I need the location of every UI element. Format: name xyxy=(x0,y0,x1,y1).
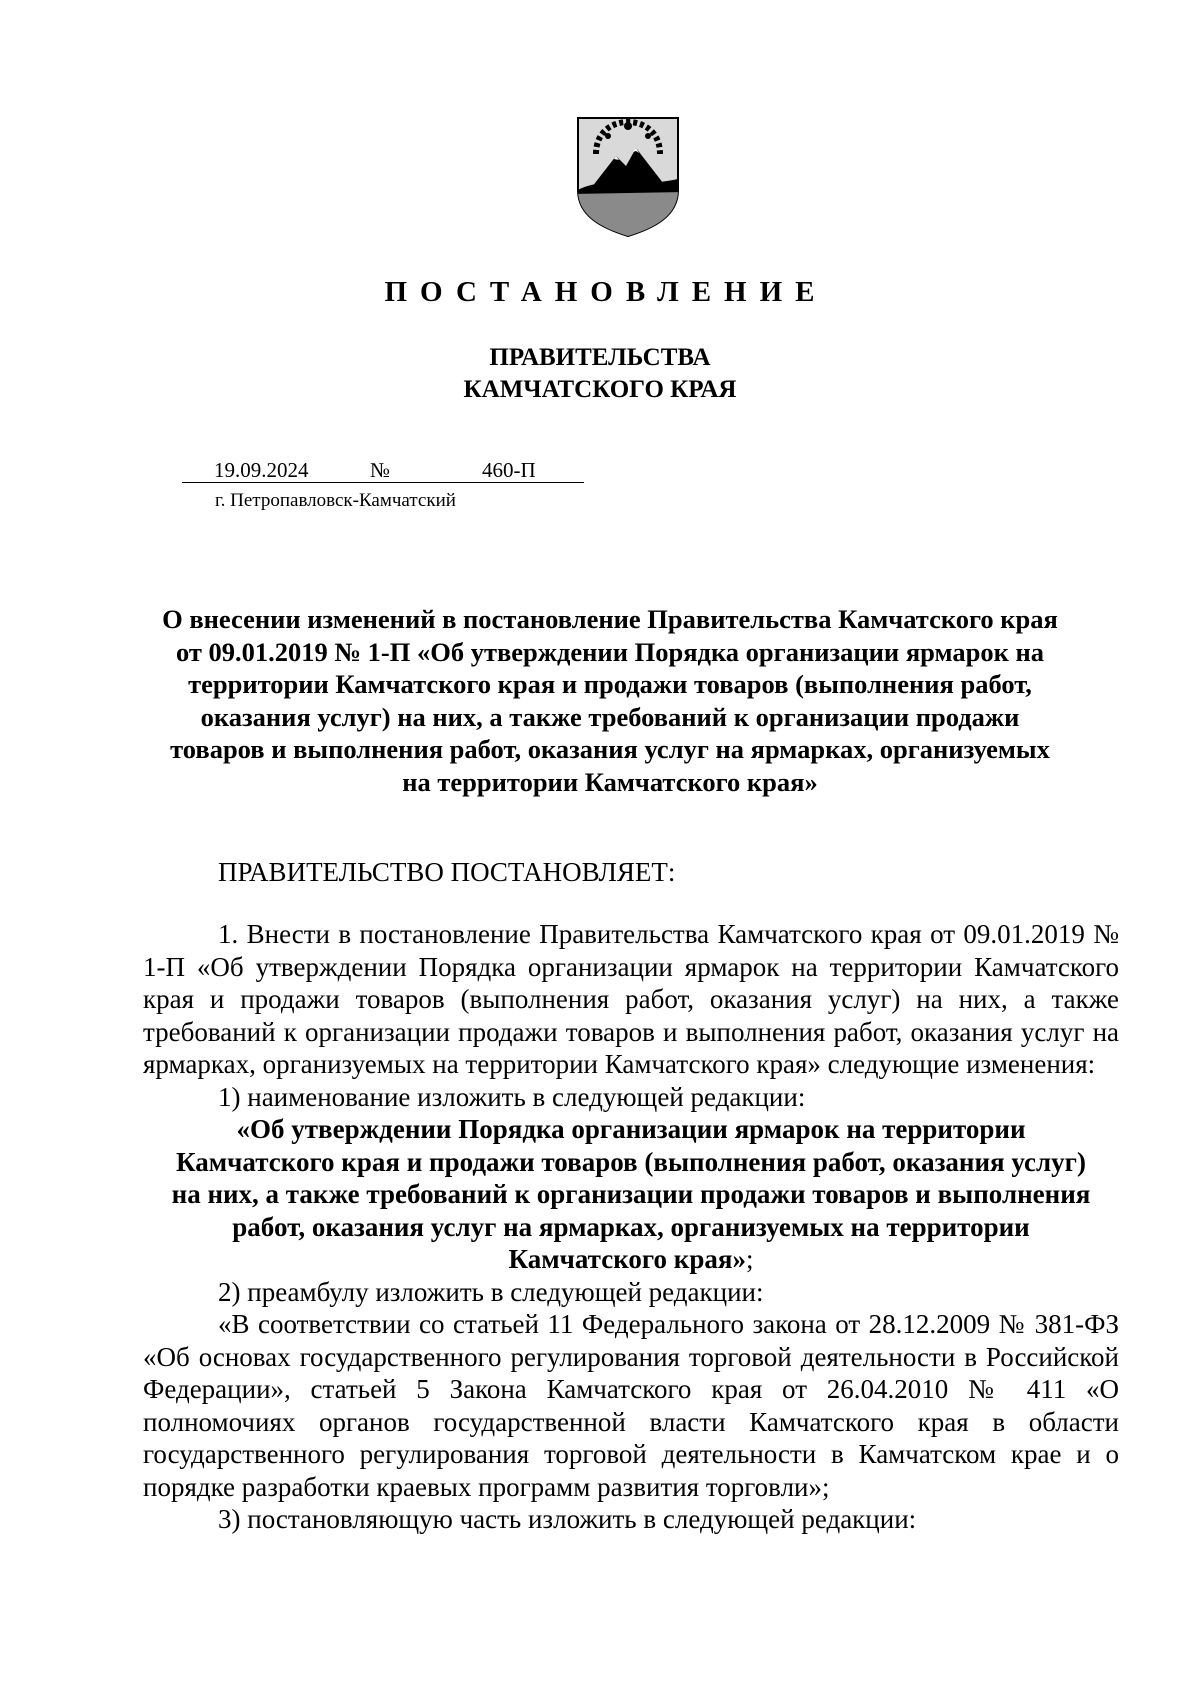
number-sign: № xyxy=(370,458,391,482)
quote-line: на них, а также требований к организации продажи товаров и выполнения xyxy=(171,1179,1091,1209)
issuing-authority xyxy=(0,342,1200,406)
quote-line: Камчатского края и продажи товаров (выполнения работ, оказания услуг) xyxy=(176,1146,1086,1177)
paragraph-item-1: 1) наименование изложить в следующей редакции: xyxy=(218,1081,806,1112)
preamble-quote: «В соответствии со статьей 11 Федерального закона от 28.12.2009 № 381-ФЗ «Об основах государственного регулирования торговой деятельности в Российской Федерации», статьей 5 Закона Камчатского края от 26.04.2010 № 411 «О полномочиях органов государственной власти Камчатского края в области государственного регулирования торговой деятельности в Камчатском крае и о порядке разработки краевых программ развития торговли»; xyxy=(143,1309,1119,1502)
subject-line: товаров и выполнения работ, оказания услуг на ярмарках, организуемых xyxy=(170,734,1050,764)
document-title: ПОСТАНОВЛЕНИЕ xyxy=(384,276,828,308)
authority-line: ПРАВИТЕЛЬСТВА xyxy=(489,344,711,371)
document-date: 19.09.2024 xyxy=(214,458,309,482)
date-number-line xyxy=(182,458,584,483)
resolution-heading: ПРАВИТЕЛЬСТВО ПОСТАНОВЛЯЕТ: xyxy=(218,857,676,887)
subject-line: от 09.01.2019 № 1-П «Об утверждении Порядка организации ярмарок на xyxy=(175,636,1045,667)
paragraph-item-3: 3) постановляющую часть изложить в следующей редакции: xyxy=(218,1504,917,1534)
quote-end: ; xyxy=(745,1244,754,1274)
document-subject xyxy=(140,603,1080,798)
city: г. Петропавловск-Камчатский xyxy=(215,490,456,511)
paragraph-item-2: 2) преамбулу изложить в следующей редакции: xyxy=(218,1276,764,1307)
subject-line: на территории Камчатского края» xyxy=(402,766,818,797)
quote-line: «Об утверждении Порядка организации ярмарок на территории xyxy=(236,1114,1026,1144)
kamchatka-coat-of-arms-icon xyxy=(574,112,682,240)
subject-line: О внесении изменений в постановление Правительства Камчатского края xyxy=(162,604,1058,634)
quote-line: Камчатского края» xyxy=(508,1244,746,1274)
subject-line: территории Камчатского края и продажи товаров (выполнения работ, xyxy=(188,669,1032,699)
document-number: 460-П xyxy=(482,458,536,482)
quote-line: работ, оказания услуг на ярмарках, организуемых на территории xyxy=(232,1211,1030,1242)
new-title-quote xyxy=(143,1113,1119,1276)
document-body xyxy=(143,918,1119,1536)
subject-line: оказания услуг) на них, а также требований к организации продажи xyxy=(200,701,1020,732)
authority-line: КАМЧАТСКОГО КРАЯ xyxy=(463,376,737,403)
paragraph-1: 1. Внести в постановление Правительства Камчатского края от 09.01.2019 № 1-П «Об утверждении Порядка организации ярмарок на территории Камчатского края и продажи товаров (выполнения работ, оказания услуг) на них, а также требований к организации продажи товаров и выполнения работ, оказания услуг на ярмарках, организуемых на территории Камчатского края» следующие изменения: xyxy=(143,919,1119,1079)
